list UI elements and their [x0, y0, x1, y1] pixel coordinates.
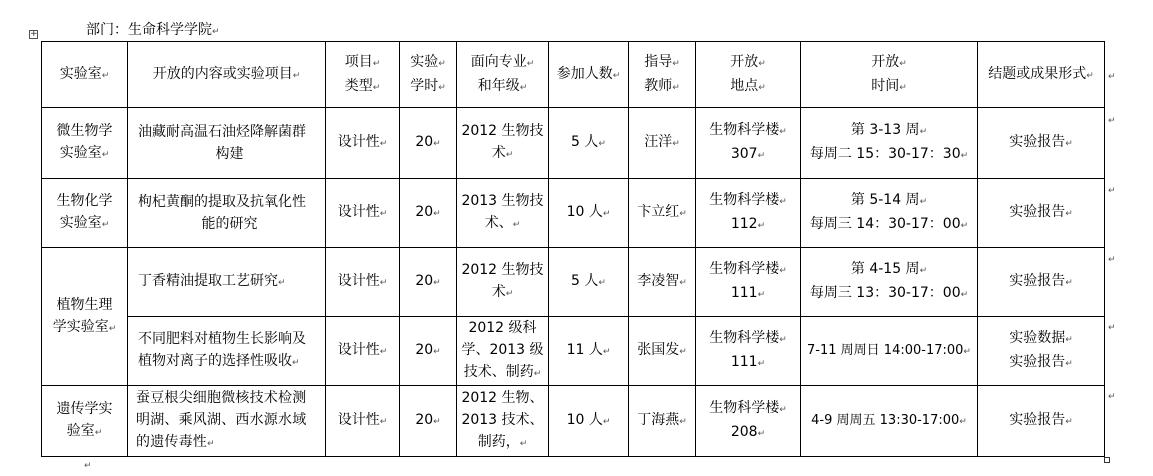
- header-location: 开放↵ 地点↵: [696, 42, 801, 108]
- row-end-mark: ↵: [1108, 72, 1116, 82]
- major-cell: 2012 级科 学、2013 级 技术、制药↵: [457, 317, 549, 386]
- time-cell: 第 3-13 周↵ 每周二 15：30-17：30↵: [801, 108, 978, 179]
- header-advisor: 指导↵ 教师↵: [629, 42, 696, 108]
- location-cell: 生物科学楼↵ 111↵: [696, 317, 801, 386]
- type-cell: 设计性↵: [326, 317, 400, 386]
- header-result: 结题或成果形式↵: [978, 42, 1105, 108]
- type-cell: 设计性↵: [326, 179, 400, 248]
- result-cell: 实验数据↵ 实验报告↵: [978, 317, 1105, 386]
- hours-cell: 20↵: [400, 248, 457, 317]
- header-row: [42, 42, 1105, 108]
- advisor-cell: 张国发↵: [629, 317, 696, 386]
- header-lab: 实验室↵: [42, 42, 128, 108]
- participants-cell: 11 人↵: [549, 317, 629, 386]
- content-cell: 不同肥料对植物生长影响及 植物对离子的选择性吸收↵: [128, 317, 326, 386]
- hours-cell: 20↵: [400, 317, 457, 386]
- lab-cell: 微生物学 实验室↵: [42, 108, 128, 179]
- table-row: [42, 386, 1105, 457]
- time-cell: 第 4-15 周↵ 每周三 13：30-17：00↵: [801, 248, 978, 317]
- hours-cell: 20↵: [400, 386, 457, 457]
- content-cell: 丁香精油提取工艺研究↵: [128, 248, 326, 317]
- row-end-mark: ↵: [1108, 116, 1116, 126]
- row-end-mark: ↵: [1108, 186, 1116, 196]
- participants-cell: 5 人↵: [549, 248, 629, 317]
- content-cell: 油藏耐高温石油烃降解菌群 构建: [128, 108, 326, 179]
- result-cell: 实验报告↵: [978, 248, 1105, 317]
- open-lab-table: [41, 41, 1105, 457]
- paragraph-mark: ↵: [84, 461, 92, 471]
- participants-cell: 10 人↵: [549, 386, 629, 457]
- table-row: [42, 179, 1105, 248]
- table-resize-handle-icon[interactable]: [1104, 457, 1110, 463]
- header-time: 开放↵ 时间↵: [801, 42, 978, 108]
- header-major: 面向专业↵ 和年级↵: [457, 42, 549, 108]
- participants-cell: 10 人↵: [549, 179, 629, 248]
- type-cell: 设计性↵: [326, 108, 400, 179]
- time-cell: 7-11 周周日 14:00-17:00↵: [801, 317, 978, 386]
- table-row: [42, 317, 1105, 386]
- hours-cell: 20↵: [400, 179, 457, 248]
- location-cell: 生物科学楼↵ 112↵: [696, 179, 801, 248]
- result-cell: 实验报告↵: [978, 108, 1105, 179]
- row-end-mark: ↵: [1108, 392, 1116, 402]
- header-hours: 实验↵ 学时↵: [400, 42, 457, 108]
- table-move-handle-icon[interactable]: +: [30, 29, 38, 39]
- department-label: 部门：生命科学学院↵: [86, 22, 220, 38]
- header-content: 开放的内容或实验项目↵: [128, 42, 326, 108]
- major-cell: 2012 生物技 术↵: [457, 248, 549, 317]
- time-cell: 4-9 周周五 13:30-17:00↵: [801, 386, 978, 457]
- type-cell: 设计性↵: [326, 386, 400, 457]
- content-cell: 枸杞黄酮的提取及抗氧化性 能的研究: [128, 179, 326, 248]
- major-cell: 2012 生物、 2013 技术、 制药，↵: [457, 386, 549, 457]
- advisor-cell: 李凌智↵: [629, 248, 696, 317]
- lab-cell: 遗传学实 验室↵: [42, 386, 128, 457]
- participants-cell: 5 人↵: [549, 108, 629, 179]
- header-participants: 参加人数↵: [549, 42, 629, 108]
- hours-cell: 20↵: [400, 108, 457, 179]
- row-end-mark: ↵: [1108, 323, 1116, 333]
- major-cell: 2012 生物技 术↵: [457, 108, 549, 179]
- location-cell: 生物科学楼↵ 307↵: [696, 108, 801, 179]
- lab-cell: 生物化学 实验室↵: [42, 179, 128, 248]
- result-cell: 实验报告↵: [978, 386, 1105, 457]
- major-cell: 2013 生物技 术、↵: [457, 179, 549, 248]
- type-cell: 设计性↵: [326, 248, 400, 317]
- location-cell: 生物科学楼↵ 208↵: [696, 386, 801, 457]
- location-cell: 生物科学楼↵ 111↵: [696, 248, 801, 317]
- advisor-cell: 卞立红↵: [629, 179, 696, 248]
- table-row: [42, 248, 1105, 317]
- header-type: 项目↵ 类型↵: [326, 42, 400, 108]
- content-cell: 蚕豆根尖细胞微核技术检测 明湖、乘风湖、西水源水域 的遗传毒性↵: [128, 386, 326, 457]
- lab-cell: 植物生理 学实验室↵: [42, 248, 128, 386]
- advisor-cell: 汪洋↵: [629, 108, 696, 179]
- advisor-cell: 丁海燕↵: [629, 386, 696, 457]
- time-cell: 第 5-14 周↵ 每周三 14：30-17：00↵: [801, 179, 978, 248]
- row-end-mark: ↵: [1108, 255, 1116, 265]
- table-row: [42, 108, 1105, 179]
- result-cell: 实验报告↵: [978, 179, 1105, 248]
